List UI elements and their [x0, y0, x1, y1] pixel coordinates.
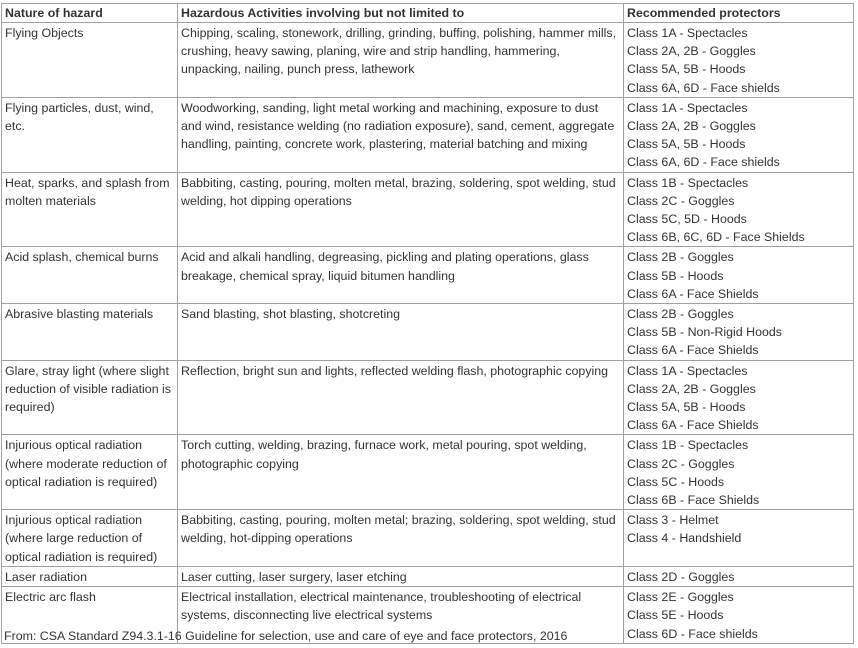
protector-item: Class 6A - Face Shields — [627, 418, 759, 433]
protectors-cell — [624, 566, 854, 586]
protector-item: Class 2C - Goggles — [627, 456, 735, 471]
protector-item: Class 1B - Spectacles — [627, 438, 749, 453]
protectors-cell — [624, 172, 854, 247]
protector-item: Class 5B - Non-Rigid Hoods — [627, 325, 782, 340]
header-nature-of-hazard: Nature of hazard — [2, 4, 178, 23]
hazard-cell: Injurious optical radiation (where large reduction of optical radiation is required) — [2, 510, 178, 567]
protectors-cell — [624, 360, 854, 435]
table-row — [2, 97, 854, 172]
activities-cell: Chipping, scaling, stonework, drilling, grinding, buffing, polishing, hammer mills, crushing, heavy sawing, planing, wire and strip handling, hammering, unpacking, nailing, punch press, lathework — [178, 23, 624, 98]
source-caption: From: CSA Standard Z94.3.1-16 Guideline for selection, use and care of eye and face protectors, 2016 — [4, 629, 568, 643]
activities-cell: Electrical installation, electrical maintenance, troubleshooting of electrical systems, disconnecting live electrical systems — [178, 587, 624, 644]
protector-item: Class 5B - Hoods — [627, 268, 724, 283]
protector-item: Class 2A, 2B - Goggles — [627, 119, 756, 134]
activities-cell: Sand blasting, shot blasting, shotcreting — [178, 304, 624, 361]
table-body — [2, 23, 854, 644]
protectors-table — [1, 3, 854, 644]
protectors-cell — [624, 435, 854, 510]
protector-item: Class 6A, 6D - Face shields — [627, 80, 780, 95]
table-row — [2, 566, 854, 586]
protectors-cell — [624, 510, 854, 567]
activities-cell: Woodworking, sanding, light metal working and machining, exposure to dust and wind, resistance welding (no radiation exposure), sand, cement, aggregate handling, painting, concrete work, plastering, material batching and mixing — [178, 97, 624, 172]
protector-item: Class 1B - Spectacles — [627, 175, 749, 190]
protector-item: Class 6A - Face Shields — [627, 286, 759, 301]
protector-item: Class 5C - Hoods — [627, 474, 725, 489]
activities-cell: Acid and alkali handling, degreasing, pickling and plating operations, glass breakage, chemical spray, liquid bitumen handling — [178, 247, 624, 304]
header-recommended-protectors: Recommended protectors — [624, 4, 854, 23]
header-hazardous-activities: Hazardous Activities involving but not limited to — [178, 4, 624, 23]
protector-item: Class 2A, 2B - Goggles — [627, 381, 756, 396]
hazard-cell: Flying particles, dust, wind, etc. — [2, 97, 178, 172]
activities-cell: Reflection, bright sun and lights, reflected welding flash, photographic copying — [178, 360, 624, 435]
hazard-cell: Heat, sparks, and splash from molten materials — [2, 172, 178, 247]
protector-item: Class 6A, 6D - Face shields — [627, 155, 780, 170]
protectors-cell — [624, 587, 854, 644]
protector-item: Class 5E - Hoods — [627, 608, 724, 623]
protector-item: Class 2D - Goggles — [627, 569, 735, 584]
table-row — [2, 247, 854, 304]
protector-item: Class 6D - Face shields — [627, 626, 758, 641]
activities-cell: Torch cutting, welding, brazing, furnace work, metal pouring, spot welding, photographic copying — [178, 435, 624, 510]
hazard-cell: Laser radiation — [2, 566, 178, 586]
activities-cell: Babbiting, casting, pouring, molten metal, brazing, soldering, spot welding, stud welding, hot dipping operations — [178, 172, 624, 247]
protector-item: Class 2C - Goggles — [627, 193, 735, 208]
protector-item: Class 4 - Handshield — [627, 531, 742, 546]
hazard-cell: Abrasive blasting materials — [2, 304, 178, 361]
protector-item: Class 1A - Spectacles — [627, 100, 748, 115]
activities-cell: Babbiting, casting, pouring, molten metal; brazing, soldering, spot welding, stud welding, hot-dipping operations — [178, 510, 624, 567]
protectors-cell — [624, 23, 854, 98]
protector-item: Class 6A - Face Shields — [627, 343, 759, 358]
protector-item: Class 1A - Spectacles — [627, 363, 748, 378]
protector-item: Class 5A, 5B - Hoods — [627, 62, 746, 77]
hazard-cell: Glare, stray light (where slight reduction of visible radiation is required) — [2, 360, 178, 435]
protector-item: Class 2B - Goggles — [627, 307, 734, 322]
protector-item: Class 5C, 5D - Hoods — [627, 212, 747, 227]
protector-item: Class 5A, 5B - Hoods — [627, 137, 746, 152]
protectors-cell — [624, 247, 854, 304]
protector-item: Class 6B, 6C, 6D - Face Shields — [627, 230, 805, 245]
table-row — [2, 360, 854, 435]
table-row — [2, 304, 854, 361]
protector-item: Class 2B - Goggles — [627, 250, 734, 265]
table-row — [2, 435, 854, 510]
hazard-cell: Flying Objects — [2, 23, 178, 98]
protector-item: Class 6B - Face Shields — [627, 493, 760, 508]
protector-item: Class 2A, 2B - Goggles — [627, 44, 756, 59]
hazard-cell: Injurious optical radiation (where moderate reduction of optical radiation is required) — [2, 435, 178, 510]
table-header-row — [2, 4, 854, 23]
activities-cell: Laser cutting, laser surgery, laser etching — [178, 566, 624, 586]
hazard-cell: Acid splash, chemical burns — [2, 247, 178, 304]
protector-item: Class 3 - Helmet — [627, 513, 719, 528]
protector-item: Class 1A - Spectacles — [627, 26, 748, 40]
table-row — [2, 510, 854, 567]
protectors-cell — [624, 304, 854, 361]
table-row — [2, 172, 854, 247]
protector-item: Class 5A, 5B - Hoods — [627, 400, 746, 415]
hazard-cell: Electric arc flash — [2, 587, 178, 644]
protectors-cell — [624, 97, 854, 172]
protector-item: Class 2E - Goggles — [627, 590, 734, 605]
table-row — [2, 23, 854, 98]
